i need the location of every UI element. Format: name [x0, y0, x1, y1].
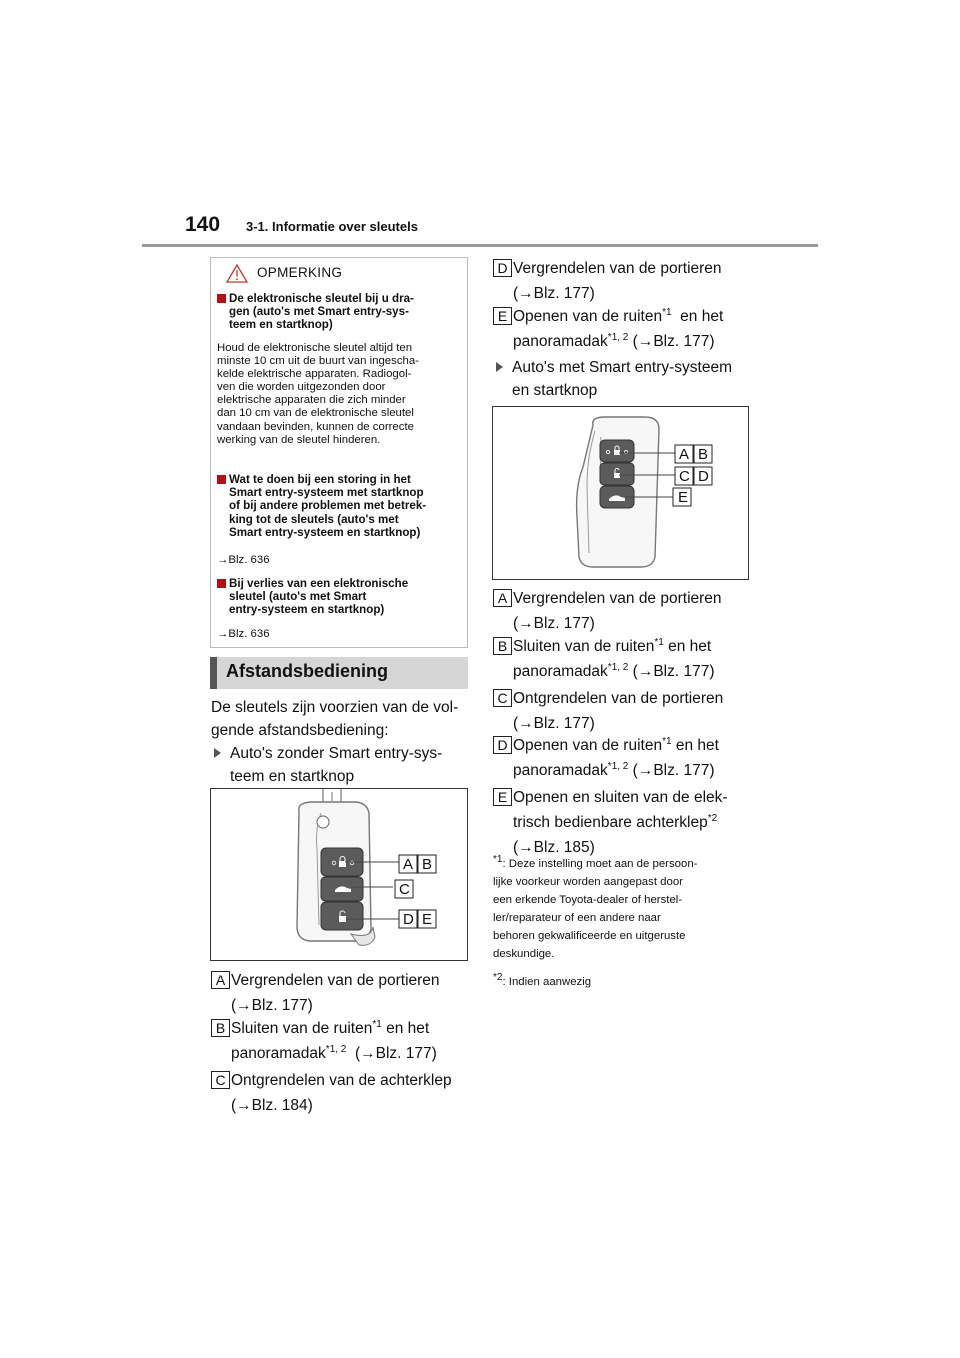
- item-line2: [493, 760, 753, 781]
- callout-C: C: [399, 881, 410, 898]
- section-title: 3-1. Informatie over sleutels: [246, 219, 418, 234]
- note-square-icon: [217, 579, 226, 588]
- item-line2-text: panoramadak: [513, 333, 608, 350]
- list3-item-B: [493, 636, 753, 682]
- item-line1: Vergrendelen van de portieren: [231, 972, 440, 989]
- item-line1: Ontgrendelen van de achterklep: [231, 1072, 452, 1089]
- list2-item-D: [493, 258, 753, 304]
- item-label: D: [493, 259, 512, 277]
- item-line1-text: Sluiten van de ruiten: [513, 638, 655, 655]
- note-item-1-heading: [217, 292, 461, 332]
- item-line1: [493, 306, 753, 327]
- item-line2: (→Blz. 177): [231, 997, 313, 1014]
- item-line1: Openen en sluiten van de elek-: [513, 789, 728, 806]
- note-square-icon: [217, 294, 226, 303]
- item-line1-tail: en het: [663, 638, 712, 655]
- item-label: A: [493, 589, 512, 607]
- item-line1: Vergrendelen van de portieren: [513, 260, 722, 277]
- list3-item-E: [493, 787, 753, 858]
- item-line1: [493, 636, 753, 657]
- callout-E: E: [678, 489, 689, 506]
- item-label: C: [493, 689, 512, 707]
- item-line2: (→Blz. 184): [231, 1097, 313, 1114]
- page-number: 140: [185, 213, 221, 236]
- list1-item-A: [211, 970, 471, 1016]
- note-item-2-body: →Blz. 636: [217, 554, 270, 566]
- note-title: OPMERKING: [257, 265, 343, 280]
- bullet-no-smart-entry: [214, 742, 470, 788]
- list3-item-C: [493, 688, 753, 734]
- item-line1: Vergrendelen van de portieren: [513, 590, 722, 607]
- item-line2-text: panoramadak: [231, 1045, 326, 1062]
- item-line2: (→Blz. 177): [513, 715, 595, 732]
- item-line1: [493, 735, 753, 756]
- flip-key-illustration: [211, 789, 467, 960]
- footnote-ref: *1: [654, 636, 664, 648]
- item-line2: [211, 1043, 471, 1064]
- note-heading-text: Wat te doen bij een storing in het Smart entry-systeem met startknop of bij andere problemen met betrek- king tot de sleutels (auto's met Smart entry-systeem en startknop): [229, 473, 427, 539]
- footnote-ref: *1: [662, 735, 672, 747]
- item-line2-text: panoramadak: [513, 663, 608, 680]
- item-line2: [493, 331, 753, 352]
- footnote-1: [493, 855, 753, 963]
- warning-icon: [226, 264, 248, 283]
- note-item-3-heading: [217, 577, 461, 617]
- footnote-mark: *2: [493, 972, 503, 984]
- header-rule: [142, 244, 818, 247]
- footnote-mark: *1: [493, 854, 503, 866]
- footnote-2: [493, 973, 753, 991]
- callout-A: A: [403, 856, 414, 873]
- note-heading-text: De elektronische sleutel bij u dra- gen (auto's met Smart entry-sys- teem en startknop): [229, 292, 414, 332]
- item-label: B: [211, 1019, 230, 1037]
- footnote-ref: *1, 2: [607, 760, 629, 772]
- bullet-smart-entry: [496, 356, 752, 402]
- footnote-text: : Deze instelling moet aan de persoon- lijke voorkeur worden aangepast door een erkende Toyota-dealer of herstel- ler/reparateur of een andere naar behoren gekwalificeerde en uitgeruste deskundige.: [493, 858, 698, 960]
- item-line1-text: Openen van de ruiten: [513, 737, 663, 754]
- item-line3: (→Blz. 185): [513, 839, 595, 856]
- footnote-ref: *1: [662, 306, 672, 318]
- item-line2-tail: (→Blz. 177): [346, 1045, 437, 1062]
- callout-E: E: [422, 911, 433, 928]
- item-line1: Ontgrendelen van de portieren: [513, 690, 724, 707]
- note-square-icon: [217, 475, 226, 484]
- item-line2: [493, 661, 753, 682]
- figure-smart-key: [492, 406, 749, 580]
- figure-flip-key: [210, 788, 468, 961]
- callout-A: A: [679, 446, 690, 463]
- item-line2-tail: (→Blz. 177): [628, 333, 715, 350]
- item-label: C: [211, 1071, 230, 1089]
- bullet-text: Auto's met Smart entry-systeem en startknop: [512, 359, 733, 399]
- callout-B: B: [698, 446, 709, 463]
- item-line1-tail: en het: [671, 308, 724, 325]
- item-line2: [493, 812, 753, 833]
- note-box: [210, 257, 468, 648]
- bullet-text: Auto's zonder Smart entry-sys- teem en startknop: [230, 745, 443, 785]
- list3-item-D: [493, 735, 753, 781]
- footnote-ref: *1, 2: [607, 661, 629, 673]
- item-line2: (→Blz. 177): [513, 285, 595, 302]
- item-label: A: [211, 971, 230, 989]
- item-label: B: [493, 637, 512, 655]
- smart-key-illustration: [493, 407, 748, 579]
- item-line1-tail: en het: [381, 1020, 430, 1037]
- list1-item-B: [211, 1018, 471, 1064]
- footnote-text: : Indien aanwezig: [502, 976, 592, 988]
- item-line2: (→Blz. 177): [513, 615, 595, 632]
- footnote-ref: *1: [372, 1018, 382, 1030]
- item-line2-tail: (→Blz. 177): [628, 663, 715, 680]
- item-line1-tail: en het: [671, 737, 719, 754]
- item-label: E: [493, 307, 512, 325]
- footnote-ref: *1, 2: [607, 331, 629, 343]
- callout-C: C: [679, 468, 690, 485]
- intro-paragraph: De sleutels zijn voorzien van de vol- gende afstandsbediening:: [211, 699, 459, 739]
- list1-item-C: [211, 1070, 471, 1116]
- item-label: D: [493, 736, 512, 754]
- note-heading-text: Bij verlies van een elektronische sleutel (auto's met Smart entry-systeem en startknop): [229, 577, 409, 617]
- bullet-triangle-icon: [214, 748, 221, 758]
- list3-item-A: [493, 588, 753, 634]
- item-line1-text: Openen van de ruiten: [513, 308, 663, 325]
- note-item-3-body: →Blz. 636: [217, 628, 270, 640]
- footnote-ref: *1, 2: [325, 1043, 347, 1055]
- item-label: E: [493, 788, 512, 806]
- callout-D: D: [403, 911, 414, 928]
- note-item-1-body: Houd de elektronische sleutel altijd ten minste 10 cm uit de buurt van ingescha- kelde elektrische apparaten. Radiogol- ven die worden uitgezonden door elektrische apparaten die zich minder dan 10 cm van de elektronische sleutel vandaan bevinden, kunnen de correcte werking van de sleutel hinderen.: [217, 342, 419, 446]
- bullet-triangle-icon: [496, 362, 503, 372]
- item-line2-text: panoramadak: [513, 762, 608, 779]
- list2-item-E: [493, 306, 753, 352]
- item-line2-tail: (→Blz. 177): [628, 762, 715, 779]
- section-heading-text: Afstandsbediening: [226, 661, 389, 681]
- item-line1: [211, 1018, 471, 1039]
- item-line1-text: Sluiten van de ruiten: [231, 1020, 373, 1037]
- section-heading: [210, 657, 468, 689]
- item-line2-text: trisch bedienbare achterklep: [513, 814, 708, 831]
- note-item-2-heading: [217, 473, 461, 539]
- footnote-ref: *2: [707, 812, 718, 824]
- callout-D: D: [698, 468, 709, 485]
- callout-B: B: [422, 856, 433, 873]
